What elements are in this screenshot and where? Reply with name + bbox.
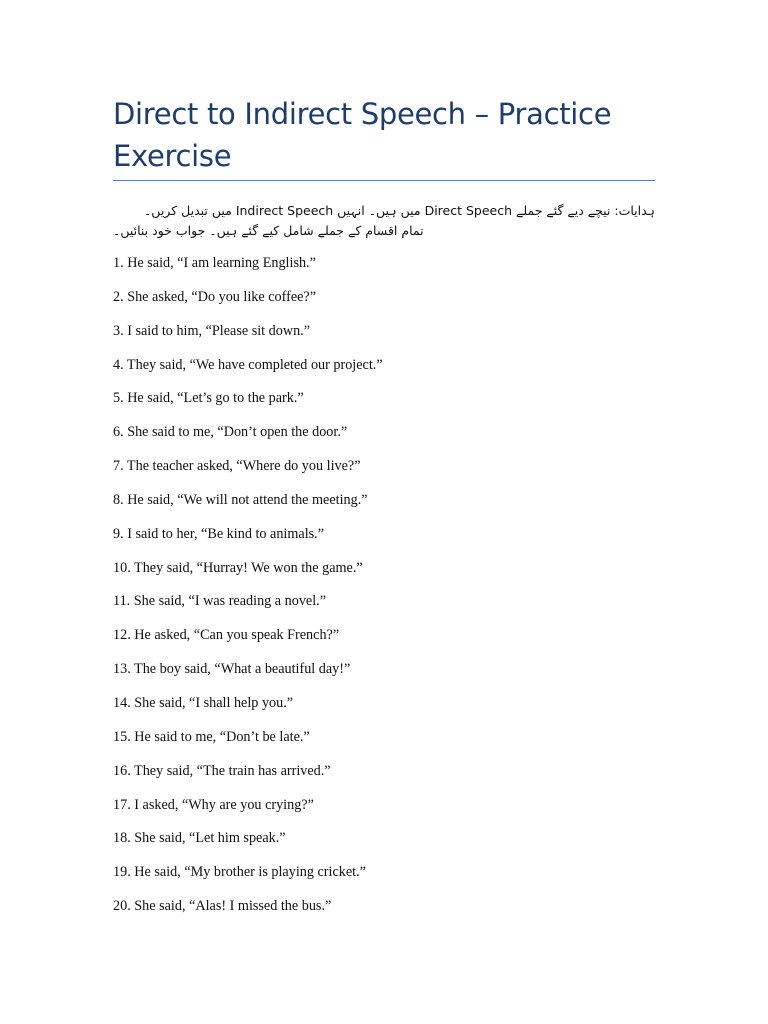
question-list [113, 253, 655, 930]
question-item: 5. He said, “Let’s go to the park.” [113, 390, 304, 407]
question-item: 14. She said, “I shall help you.” [113, 694, 294, 711]
question-item: 6. She said to me, “Don’t open the door.” [113, 424, 348, 441]
instructions-urdu [113, 201, 655, 241]
question-item: 1. He said, “I am learning English.” [113, 255, 316, 271]
page-title: Direct to Indirect Speech – Practice Exercise [113, 97, 612, 173]
instructions-line-2: تمام اقسام کے جملے شامل کیے گئے ہیں۔ جواب خود بنائیں۔ [113, 223, 424, 238]
instructions-line-1: ہدایات: نیچے دیے گئے جملے Direct Speech میں ہیں۔ انہیں Indirect Speech میں تبدیل کریں۔ [143, 203, 655, 218]
question-item: 18. She said, “Let him speak.” [113, 830, 286, 847]
question-item: 11. She said, “I was reading a novel.” [113, 593, 327, 610]
question-item: 12. He asked, “Can you speak French?” [113, 627, 340, 644]
question-item: 10. They said, “Hurray! We won the game.” [113, 559, 363, 576]
question-item: 3. I said to him, “Please sit down.” [113, 322, 311, 339]
title-underline-divider [113, 180, 655, 181]
question-item: 17. I asked, “Why are you crying?” [113, 796, 314, 813]
question-item: 2. She asked, “Do you like coffee?” [113, 288, 317, 305]
question-item: 15. He said to me, “Don’t be late.” [113, 728, 310, 745]
question-item: 4. They said, “We have completed our project.” [113, 356, 383, 373]
question-item: 20. She said, “Alas! I missed the bus.” [113, 898, 332, 915]
question-item: 9. I said to her, “Be kind to animals.” [113, 525, 325, 542]
question-item: 8. He said, “We will not attend the meeting.” [113, 491, 368, 508]
question-item: 19. He said, “My brother is playing cricket.” [113, 864, 366, 881]
question-item: 13. The boy said, “What a beautiful day!” [113, 661, 351, 678]
question-item: 7. The teacher asked, “Where do you live?” [113, 458, 361, 475]
question-item: 16. They said, “The train has arrived.” [113, 762, 331, 779]
